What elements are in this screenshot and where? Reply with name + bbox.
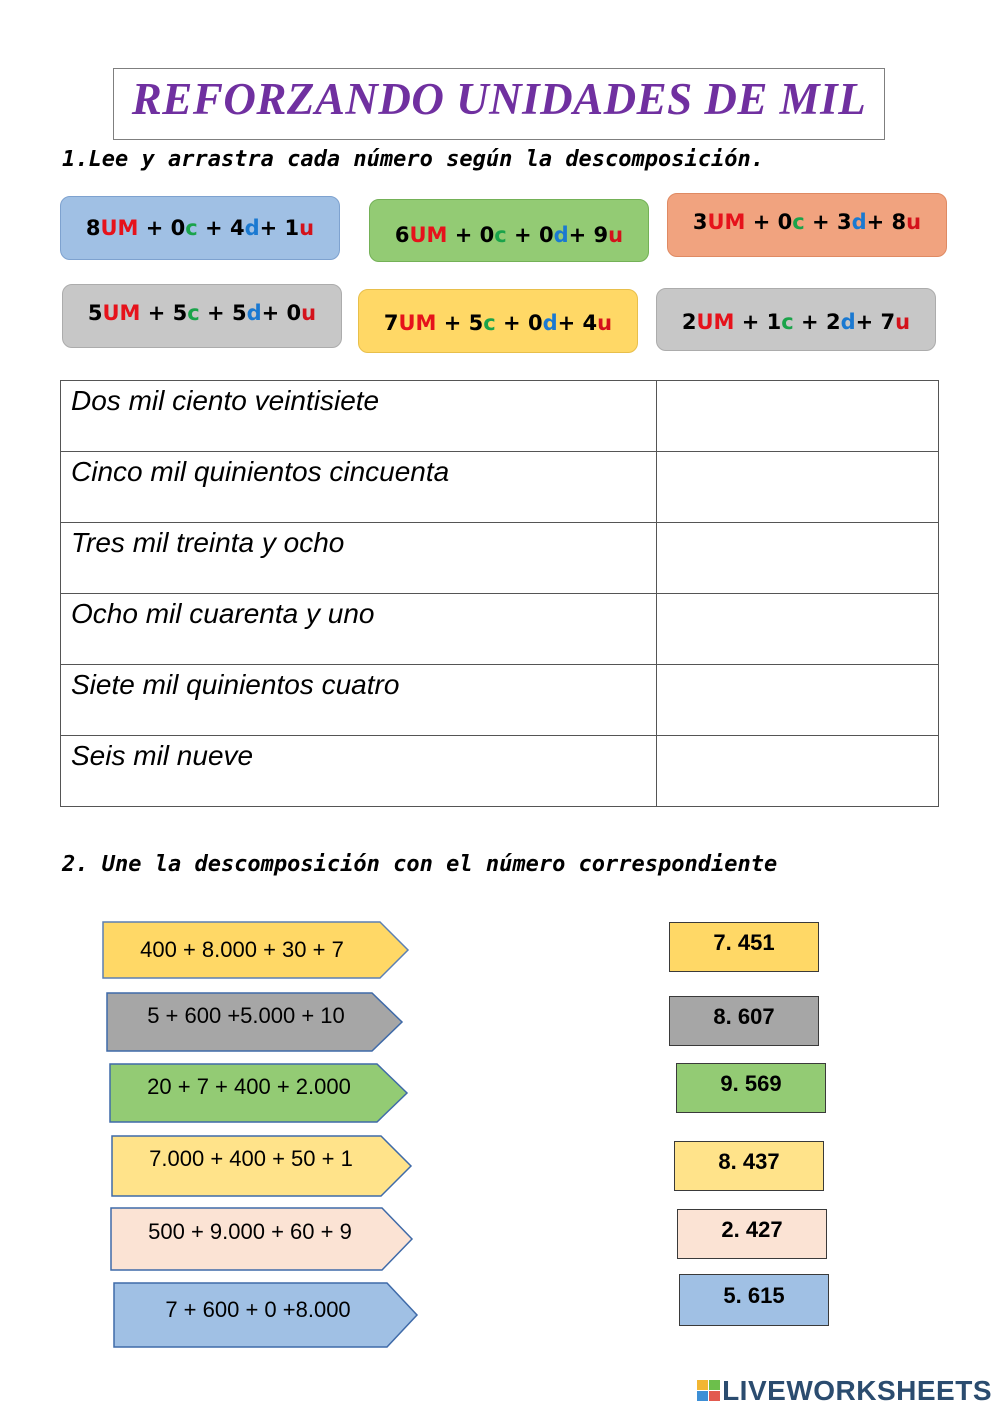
decomposition-label: 20 + 7 + 400 + 2.000 bbox=[147, 1074, 351, 1099]
drop-slot[interactable] bbox=[657, 381, 939, 452]
title-box bbox=[113, 68, 885, 140]
number-words: Seis mil nueve bbox=[61, 736, 657, 807]
footer-logo bbox=[696, 1375, 992, 1407]
table-row bbox=[61, 381, 939, 452]
number-words: Tres mil treinta y ocho bbox=[61, 523, 657, 594]
drag-chip[interactable]: 7 UM + 5 c + 0 d + 4 u bbox=[358, 289, 638, 353]
table-row bbox=[61, 665, 939, 736]
instruction-1: 1.Lee y arrastra cada número según la descomposición. bbox=[62, 147, 764, 172]
decomposition-label: 7 + 600 + 0 +8.000 bbox=[165, 1297, 351, 1322]
decomposition-arrow[interactable] bbox=[102, 921, 410, 979]
number-box[interactable]: 2. 427 bbox=[677, 1209, 827, 1259]
decomposition-label: 7.000 + 400 + 50 + 1 bbox=[149, 1146, 353, 1171]
drop-slot[interactable] bbox=[657, 665, 939, 736]
footer-brand: LIVEWORKSHEETS bbox=[722, 1375, 992, 1406]
instruction-2: 2. Une la descomposición con el número correspondiente bbox=[62, 852, 778, 877]
drop-slot[interactable] bbox=[657, 452, 939, 523]
page-title: REFORZANDO UNIDADES DE MIL bbox=[131, 74, 867, 124]
table-row bbox=[61, 523, 939, 594]
drag-chip[interactable]: 2 UM + 1 c + 2 d + 7 u bbox=[656, 288, 936, 351]
decomposition-arrow[interactable] bbox=[111, 1135, 419, 1193]
decomposition-arrow[interactable] bbox=[106, 992, 414, 1050]
number-words: Cinco mil quinientos cincuenta bbox=[61, 452, 657, 523]
number-words: Siete mil quinientos cuatro bbox=[61, 665, 657, 736]
decomposition-arrow[interactable] bbox=[109, 1063, 417, 1121]
decomposition-label: 500 + 9.000 + 60 + 9 bbox=[148, 1219, 352, 1244]
decomposition-arrow[interactable] bbox=[110, 1207, 418, 1265]
decomposition-label: 400 + 8.000 + 30 + 7 bbox=[140, 937, 344, 962]
table-row bbox=[61, 736, 939, 807]
drag-chip[interactable]: 3 UM + 0 c + 3 d + 8 u bbox=[667, 193, 947, 257]
drag-chip[interactable]: 8 UM + 0 c + 4 d + 1 u bbox=[60, 196, 340, 260]
drop-slot[interactable] bbox=[657, 594, 939, 665]
drag-chip[interactable]: 6 UM + 0 c + 0 d + 9 u bbox=[369, 199, 649, 262]
number-box[interactable]: 5. 615 bbox=[679, 1274, 829, 1326]
number-words: Dos mil ciento veintisiete bbox=[61, 381, 657, 452]
decomposition-arrow[interactable] bbox=[113, 1282, 421, 1340]
decomposition-label: 5 + 600 +5.000 + 10 bbox=[147, 1003, 345, 1028]
liveworksheets-logo-icon bbox=[696, 1379, 722, 1403]
drop-slot[interactable] bbox=[657, 523, 939, 594]
drag-chip[interactable]: 5 UM + 5 c + 5 d + 0 u bbox=[62, 284, 342, 348]
number-words: Ocho mil cuarenta y uno bbox=[61, 594, 657, 665]
number-box[interactable]: 7. 451 bbox=[669, 922, 819, 972]
number-box[interactable]: 8. 607 bbox=[669, 996, 819, 1046]
table-row bbox=[61, 594, 939, 665]
table-row bbox=[61, 452, 939, 523]
match-table bbox=[60, 380, 939, 807]
drop-slot[interactable] bbox=[657, 736, 939, 807]
number-box[interactable]: 8. 437 bbox=[674, 1141, 824, 1191]
number-box[interactable]: 9. 569 bbox=[676, 1063, 826, 1113]
